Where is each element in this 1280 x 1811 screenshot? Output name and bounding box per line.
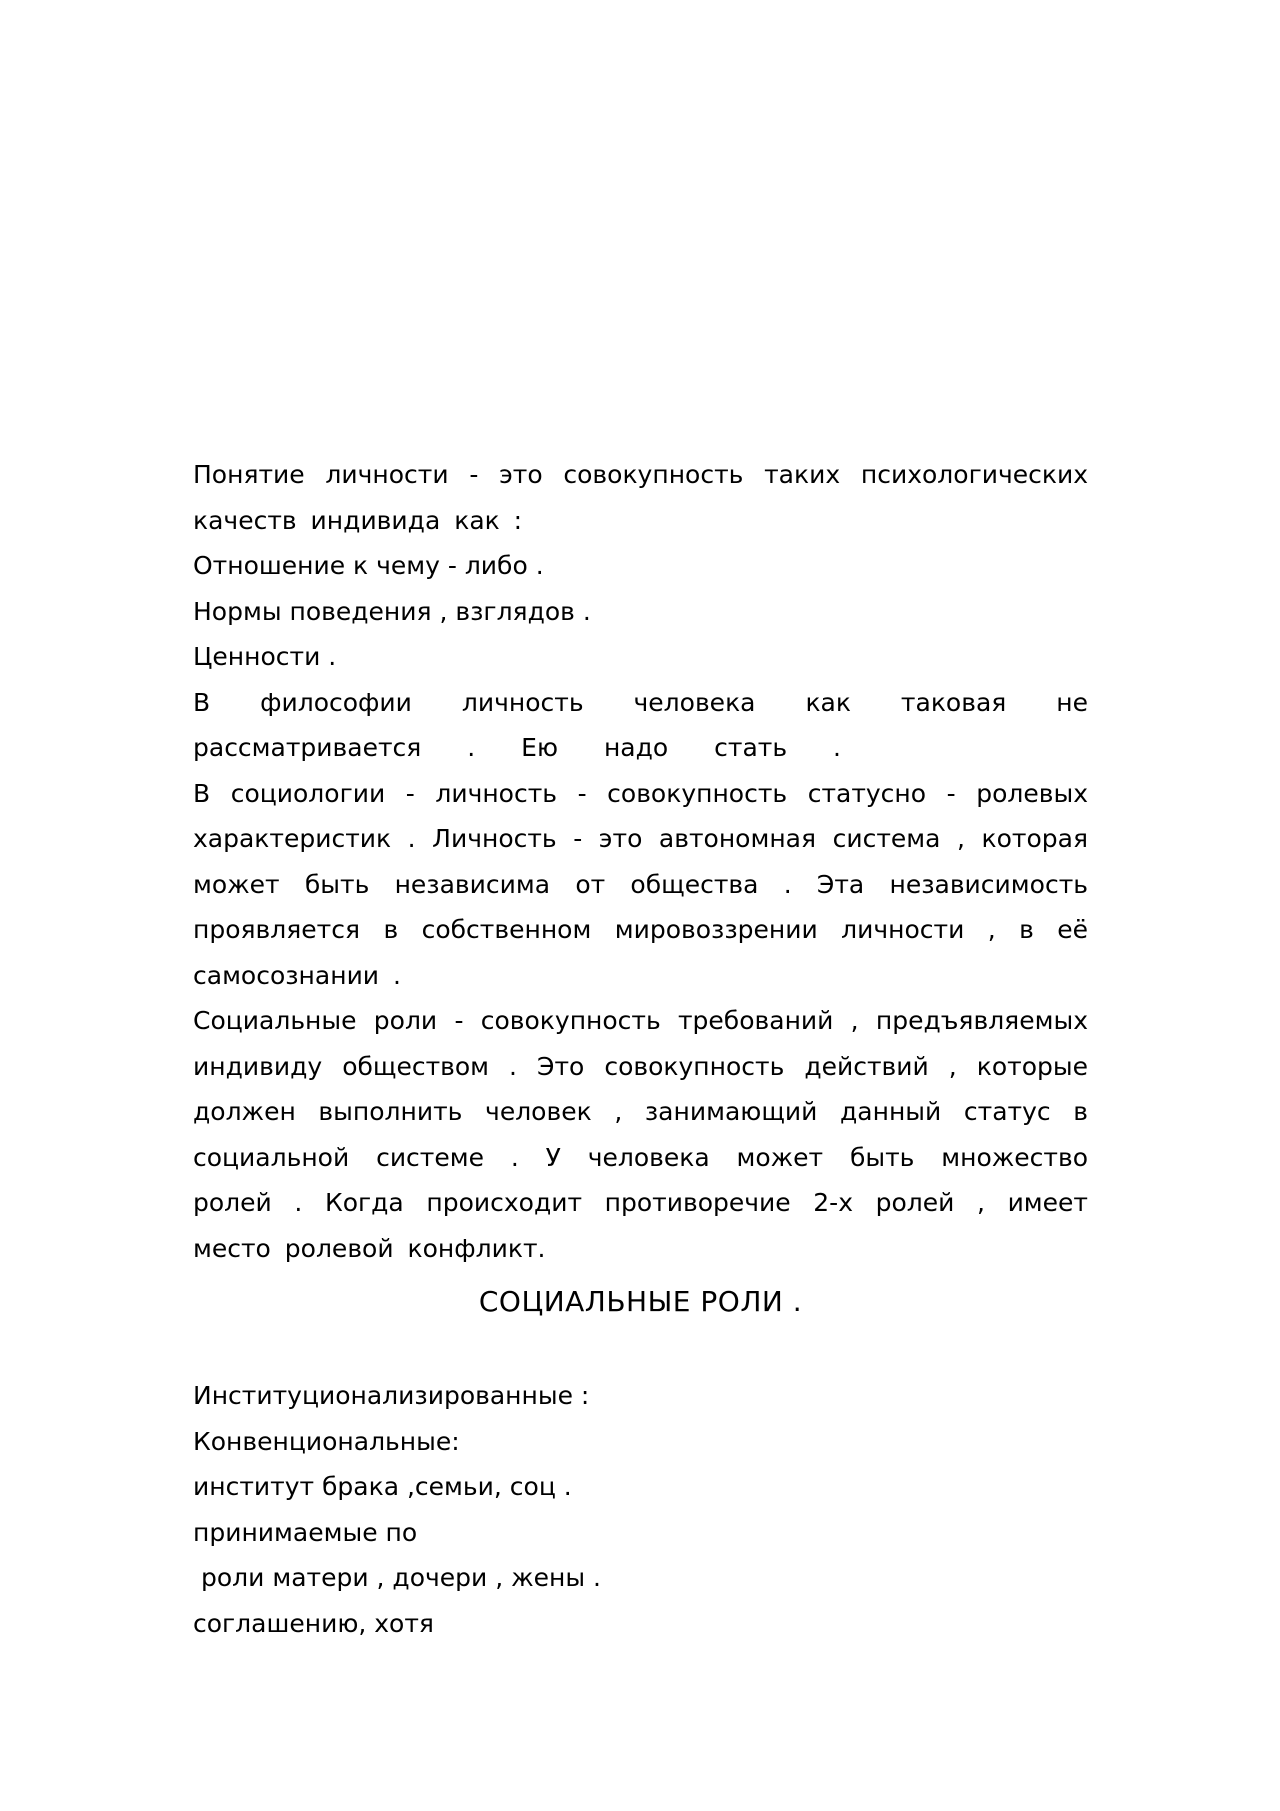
sociology-paragraph: В социологии - личность - совокупность статусно - ролевых характеристик . Личность - это автономная система , которая может быть независима от общества . Эта независимость проявляется в собственном мировоззрении личности , в её самосознании .: [193, 778, 1088, 990]
list-line: соглашению, хотя: [193, 1608, 434, 1638]
quality-item: Нормы поведения , взглядов .: [193, 596, 591, 626]
philosophy-paragraph: В философии личность человека как таковая не рассматривается . Ею надо стать .: [193, 687, 1088, 762]
social-roles-paragraph: Социальные роли - совокупность требований , предъявляемых индивиду обществом . Это совокупность действий , которые должен выполнить человек , занимающий данный статус в социальной системе . У человека может быть множество ролей . Когда происходит противоречие 2-х ролей , имеет место ролевой конфликт.: [193, 1006, 1088, 1263]
quality-item: Отношение к чему - либо .: [193, 551, 544, 580]
list-line: роли матери , дочери , жены .: [201, 1563, 601, 1592]
section-heading: СОЦИАЛЬНЫЕ РОЛИ .: [478, 1285, 803, 1318]
document-body: [193, 452, 1088, 1646]
list-line: принимаемые по: [193, 1517, 418, 1547]
spacer: [193, 1333, 1088, 1373]
list-line: Институционализированные :: [193, 1381, 590, 1410]
quality-item: Ценности .: [193, 642, 337, 671]
intro-paragraph: Понятие личности - это совокупность таких психологических качеств индивида как :: [193, 460, 1088, 535]
list-line: Конвенциональные:: [193, 1426, 460, 1456]
list-line: институт брака ,семьи, соц .: [193, 1472, 572, 1501]
